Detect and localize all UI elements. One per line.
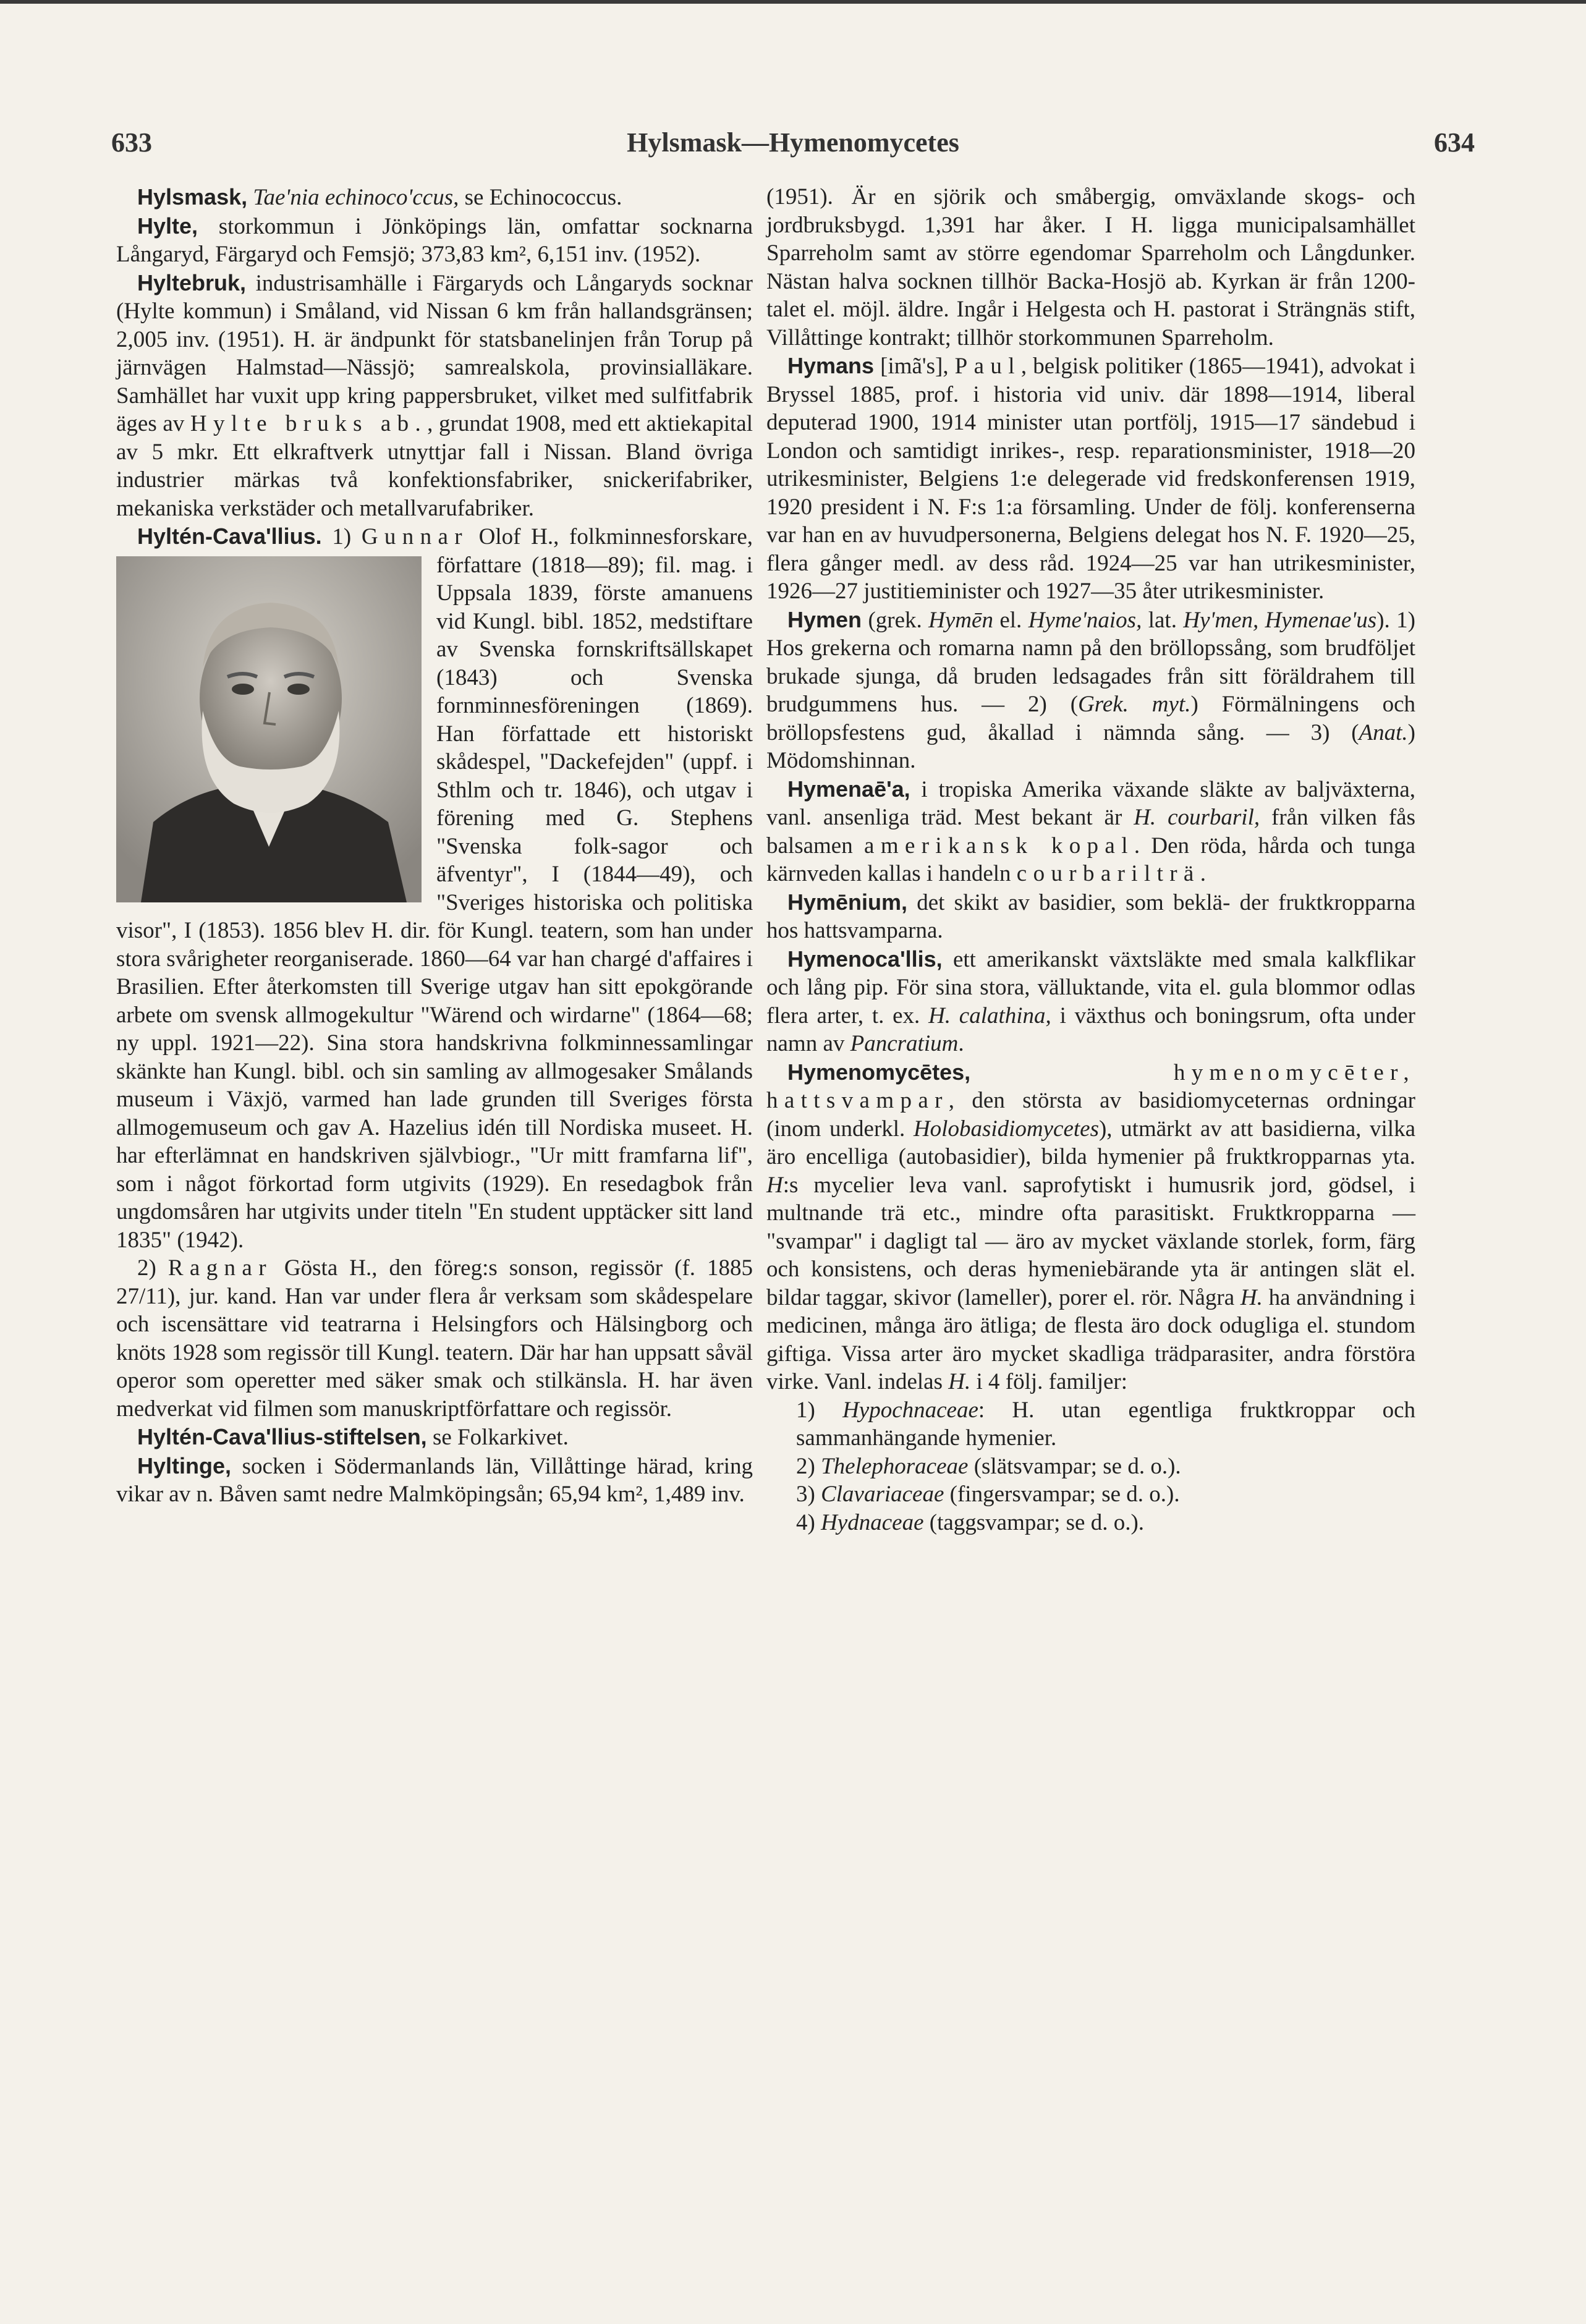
entry-text: socken i Södermanlands län, Villåttinge härad, kring vikar av n. Båven samt nedre Malmköpingsån; 65,94 km², 1,489 inv. xyxy=(116,1453,753,1507)
entry-text: i växthus och boningsrum, ofta under namn av xyxy=(766,1003,1415,1056)
spaced-name: courbarilträ xyxy=(1016,861,1200,886)
list-number: 2) xyxy=(796,1453,821,1479)
headword: Hymenomycētes, xyxy=(787,1059,971,1085)
spaced-name: hymenomycēter, hattsvampar xyxy=(766,1059,1415,1113)
page-number-left: 633 xyxy=(111,127,152,158)
entry-text: (grek. xyxy=(862,607,929,633)
headword: Hymenoca'llis, xyxy=(787,946,943,972)
entry-text: se Folkarkivet. xyxy=(426,1425,569,1450)
entry-text: , belgisk politiker (1865—1941), advokat i Bryssel 1885, prof. i historia vid univ. där 1898—1914, liberal deputerad 1900, 1914 minister utan portfölj, 1915—17 sändebud i London och samtidigt inrikes-, resp. reparationsminister, 1918—20 utrikesminister, Belgiens 1:e delegerade vid fredskonferensen 1919, 1920 president i N. F:s 1:a församling. Under de följ. konferenserna var han en av huvudpersonerna, Belgiens delegat hos N. F. 1920—25, flera gånger medl. av dess råd. 1924—25 var han utrikesminister, 1926—27 justitieminister och 1927—35 åter utrikesminister. xyxy=(766,354,1415,604)
family-name: Hydnaceae xyxy=(821,1509,924,1535)
italic-term: H. xyxy=(1240,1284,1263,1310)
entry-hyltebruk xyxy=(116,269,753,523)
headword: Hyltén-Cava'llius. xyxy=(137,524,322,549)
entry-text: , den största av basidiomyceternas ordningar (inom underkl. xyxy=(766,1088,1415,1142)
list-number: 4) xyxy=(796,1509,821,1535)
pronunciation: [imã's], xyxy=(874,354,955,379)
genus-name: Pancratium xyxy=(850,1031,959,1056)
entry-text: , grundat 1908, med ett aktiekapital av 5 mkr. Ett elkraftverk utnyttjar fall i Nissan. Bland övriga industrier märkas två konfektionsfabriker, snickerifabriker, mekaniska verkstäder och metallvarufabriker. xyxy=(116,411,753,521)
greek-term: Hymēn xyxy=(928,607,993,633)
list-number: 1) xyxy=(796,1397,843,1423)
entry-text: . Den röda, hårda och tunga kärnveden kallas i handeln xyxy=(766,833,1415,886)
spaced-name: Ragnar xyxy=(168,1255,273,1281)
entry-number: 2) xyxy=(137,1255,168,1281)
entry-number: 1) xyxy=(321,524,362,549)
entry-text: i 4 följ. familjer: xyxy=(970,1369,1128,1394)
entry-text: : H. utan egentliga fruktkroppar och sammanhängande hymenier. xyxy=(796,1397,1416,1451)
entry-text: (slätsvampar; se d. o.). xyxy=(968,1453,1181,1479)
portrait-photo xyxy=(116,556,422,902)
entry-text: Olof H., folkminnesforskare, författare (1818—89); fil. mag. i Uppsala 1839, förste amanuens vid Kungl. bibl. 1852, medstiftare av Svenska fornskriftsällskapet (1843) och Svenska fornminnesföreningen (1869). Han författade ett historiskt skådespel, "Dackefejden" (uppf. i Sthlm och tr. 1846), och utgav i förening med G. Stephens "Svenska folk-sagor och äfventyr", I (1844—49), och "Sveriges historiska och politiska visor", I (1853). 1856 blev H. dir. för Kungl. teatern, som han under stora svårigheter reorganiserade. 1860—64 var han chargé d'affaires i Brasilien. Efter återkomsten till Sverige utgav han sitt epokgörande arbete om svensk allmogekultur "Wärend och wirdarne" (1864—68; ny uppl. 1921—22). Sina stora handskrivna folkminnessamlingar skänkte han Kungl. bibl. och sin samling av allmogesaker Smålands museum i Växjö, varmed han lade grunden till Sveriges första allmogemuseum och gav A. Hazelius idén till Nordiska museet. H. har efterlämnat en handskriven självbiogr., "Ur mitt framfarna lif", som i något förkortad form utgivits (1929). En resedagbok från ungdomsåren har utgivits under titeln "En student upptäcker sitt land 1835" (1942). xyxy=(116,524,753,1253)
headword: Hylsmask, xyxy=(137,184,248,210)
family-name: Hypochnaceae xyxy=(842,1397,978,1423)
latin-name: Tae'nia echinoco'ccus, xyxy=(253,185,459,210)
entry-text: (fingersvampar; se d. o.). xyxy=(944,1482,1180,1507)
spaced-name: amerikansk kopal xyxy=(864,833,1134,859)
entry-text: :s mycelier leva vanl. saprofytiskt i humusrik jord, gödsel, i multnande trä etc., mindre ofta parasitiskt. Fruktkropparna — "svampar" i dagligt tal — äro av mycket växlande storlek, form, färg och konsistens, och deras hymeniebärande yta är antingen slät el. bildar taggar, skivor (lameller), porer el. rör. Några xyxy=(766,1172,1415,1310)
entry-text: ) Mödomshinnan. xyxy=(766,719,1415,773)
spaced-name: Hylte bruks ab. xyxy=(190,411,428,436)
family-name: Thelephoraceae xyxy=(821,1453,969,1479)
headword: Hyltinge, xyxy=(137,1452,232,1478)
entry-stiftelsen xyxy=(116,1423,753,1452)
entry-text: ), utmärkt av att basidierna, vilka äro encelliga (autobasidier), bilda hymenier på fruktkropparnas yta. xyxy=(766,1116,1416,1169)
entry-text: ) Förmälningens och bröllopsfestens gud, åkallad i nämnda sång. — 3) ( xyxy=(766,692,1415,745)
entry-hymenocallis xyxy=(766,945,1415,1058)
family-list-item xyxy=(766,1509,1415,1537)
entry-text: (taggsvampar; se d. o.). xyxy=(923,1509,1145,1535)
entry-hylsmask xyxy=(116,183,753,212)
entry-hymenium xyxy=(766,888,1415,945)
entry-hymenaea xyxy=(766,775,1415,888)
entry-text: industrisamhälle i Färgaryds och Långaryds socknar (Hylte kommun) i Småland, vid Nissan 6 km från hallandsgränsen; 2,005 inv. (1951). H. är ändpunkt för statsbanelinjen från Torup på järnvägen Halmstad—Nässjö; samrealskola, provinsialläkare. Samhället har vuxit upp kring pappersbruket, vilket med sulfitfabrik äges av xyxy=(116,270,753,436)
entry-text: storkommun i Jönköpings län, omfattar socknarna Långaryd, Färgaryd och Femsjö; 373,83 km², 6,151 inv. (1952). xyxy=(116,213,753,267)
headword: Hymenaē'a, xyxy=(787,776,910,802)
entry-ragnar xyxy=(116,1254,753,1423)
family-list-item xyxy=(766,1480,1415,1509)
portrait-image xyxy=(116,556,422,902)
family-list-item xyxy=(766,1452,1415,1481)
entry-hylte xyxy=(116,212,753,269)
italic-term: H xyxy=(766,1172,783,1198)
entry-text: se Echinococcus. xyxy=(459,185,622,210)
entry-text: el. xyxy=(993,607,1028,633)
page-number-right: 634 xyxy=(1434,127,1475,158)
list-number: 3) xyxy=(796,1482,821,1507)
entry-hymans xyxy=(766,352,1415,606)
spaced-name: Paul xyxy=(954,354,1021,379)
entry-hymenomycetes xyxy=(766,1058,1415,1396)
entry-text: lat. xyxy=(1142,607,1184,633)
right-column xyxy=(766,183,1415,1537)
headword: Hyltén-Cava'llius-stiftelsen, xyxy=(137,1424,427,1449)
species-name: H. calathina, xyxy=(928,1003,1051,1028)
headword: Hymēnium, xyxy=(787,889,908,915)
family-list-item xyxy=(766,1396,1415,1452)
headword: Hymen xyxy=(787,606,862,632)
headword: Hylte, xyxy=(137,213,198,239)
entry-text: det skikt av basidier, som beklä- der fruktkropparna hos hattsvamparna. xyxy=(766,889,1415,943)
italic-term: H. xyxy=(948,1369,971,1394)
entry-text: ). 1) Hos grekerna och romarna namn på den bröllopssång, som brudföljet brukade sjunga, då bruden ledsagades från sitt föräldrahem till brudgummens hus. — 2) ( xyxy=(766,607,1415,717)
family-name: Clavariaceae xyxy=(821,1482,944,1507)
italic-term: Holobasidiomycetes xyxy=(913,1116,1099,1142)
entry-text: från vilken fås balsamen xyxy=(766,805,1415,859)
running-title: Hylsmask—Hymenomycetes xyxy=(627,127,959,158)
entry-text: . xyxy=(1200,861,1206,886)
entry-hylten-cavallius xyxy=(116,522,753,1254)
entry-text: . xyxy=(958,1031,964,1056)
entry-hyltinge xyxy=(116,1452,753,1509)
continuation-text: (1951). Är en sjörik och småbergig, omväxlande skogs- och jordbruksbygd. 1,391 har åker. I H. ligga municipalsamhället Sparreholm samt av större egendomar Sparreholm och Långdunker. Nästan halva socknen tillhör Backa-Hosjö ab. Kyrkan är från 1200-talet el. möjl. äldre. Ingår i Helgesta och H. pastorat i Strängnäs stift, Villåttinge kontrakt; tillhör storkommunen Sparreholm. xyxy=(766,184,1415,350)
entry-text: ett amerikanskt växtsläkte med smala kalkflikar och lång pip. För sina stora, välluktande, vita el. gula blommor odlas flera arter, t. ex. xyxy=(766,946,1415,1028)
entry-hymen xyxy=(766,606,1415,775)
left-column xyxy=(116,183,753,1509)
entry-text: i tropiska Amerika växande släkte av baljväxterna, vanl. ansenliga träd. Mest bekant är xyxy=(766,776,1415,830)
entry-text: ha användning i medicinen, många äro ätliga; de flesta äro dock odugliga el. stundom giftiga. Vissa arter äro mycket skadliga trädparasiter, andra förstöra virke. Vanl. indelas xyxy=(766,1284,1415,1394)
headword: Hymans xyxy=(787,353,875,378)
italic-term: Grek. myt. xyxy=(1078,692,1191,717)
latin-term: Hy'men, Hymenae'us xyxy=(1183,607,1377,633)
top-border-line xyxy=(0,0,1586,4)
page-header xyxy=(111,127,1475,170)
italic-term: Anat. xyxy=(1359,719,1408,745)
greek-term: Hyme'naios, xyxy=(1028,607,1142,633)
spaced-name: Gunnar xyxy=(361,524,469,549)
species-name: H. courbaril, xyxy=(1134,805,1260,830)
entry-text: Gösta H., den föreg:s sonson, regissör (f. 1885 27/11), jur. kand. Han var under flera år verksam som skådespelare och iscensättare vid teatrarna i Helsingfors och Hälsingborg och knöts 1928 som regissör till Kungl. teatern. Där har han uppsatt såväl operor som operetter med säker smak och stilkänsla. H. har även medverkat vid filmen som manuskriptförfattare och regissör. xyxy=(116,1255,753,1422)
headword: Hyltebruk, xyxy=(137,269,247,295)
